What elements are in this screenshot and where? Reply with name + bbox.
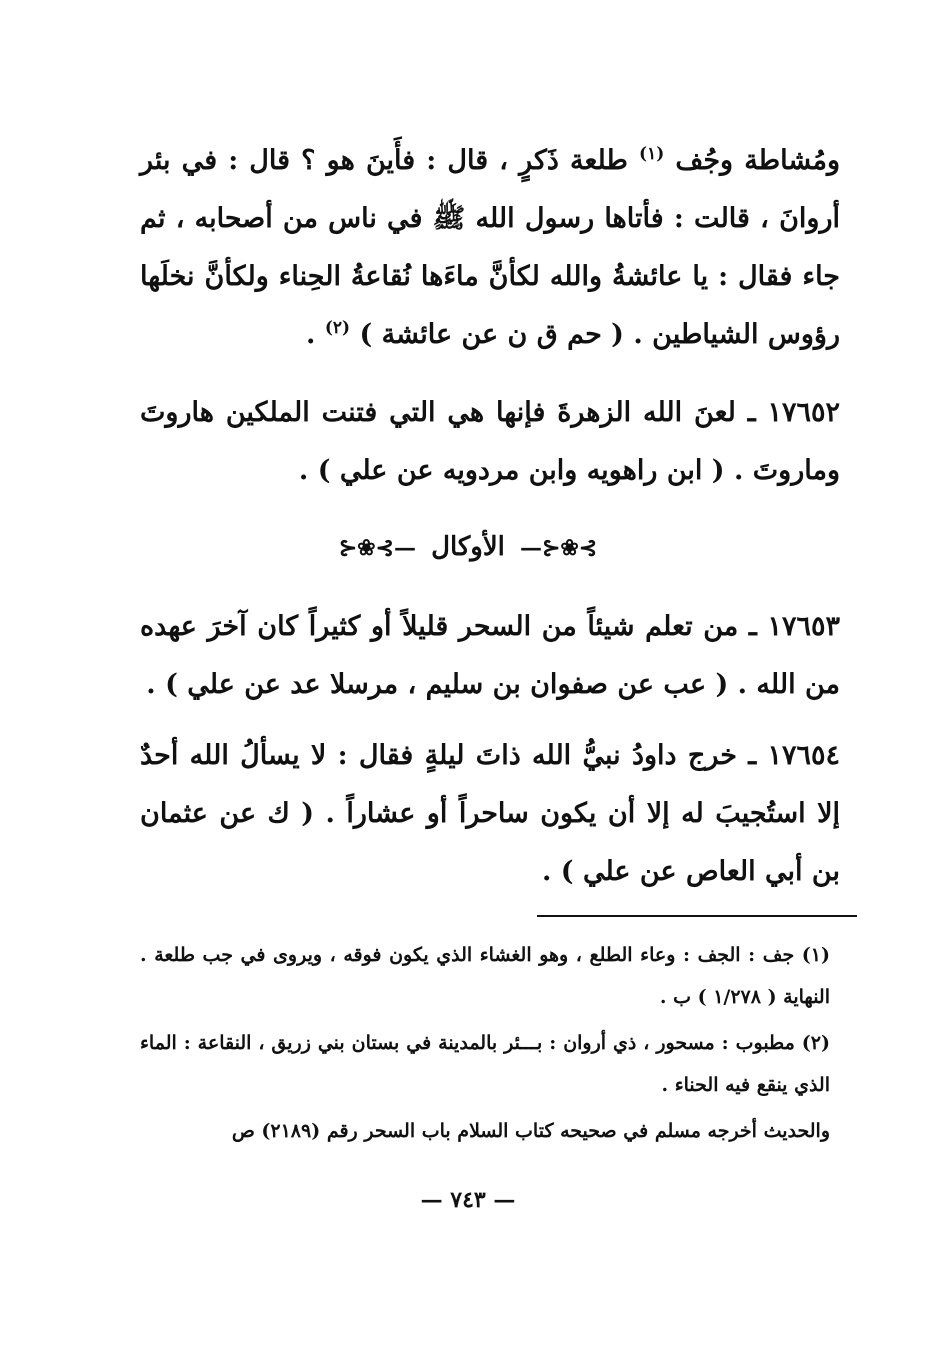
line-4a: ق ن عن عائشة ) [359,319,558,350]
hadith-number: ١٧٦٥٣ [767,611,841,642]
line-4b: . [306,319,316,350]
chapter-heading [0,524,936,571]
footnote-1 [140,934,830,1018]
hadith-number: ١٧٦٥٢ [767,397,840,428]
footnote-3 [140,1110,830,1152]
footnote-text: والحديث أخرجه مسلم في صحيحه كتاب السلام باب السحر رقم (٢١٨٩) ص [231,1120,830,1142]
footnote-text: جف : الجف : وعاء الطلع ، وهو الغشاء الذي يكون فوقه ، ويروى في جب طلعة . النهاية ( ١/٢٧٨ ) ب . [140,944,830,1008]
footnote-ref-2[interactable]: (٢) [324,318,351,338]
line-1b: طلعة ذَكرٍ ، قال : فأَينَ هو ؟ قال : في بئر أروانَ ، [140,145,840,234]
hadith-17652 [140,384,840,500]
line-1a: ومُشاطة وجُف [675,145,840,176]
footnote-marker: (١) [801,944,830,966]
page-number: — ٧٤٣ — [420,1187,516,1213]
line-3: والله لكأنَّ ماءَها نُقاعةُ الحِناء ولكأنَّ نخلَها رؤوس الشياطين . ( حم [140,261,840,350]
hadith-text: ـ خرج داودُ نبيُّ الله ذاتَ ليلةٍ فقال : لا يسألُ الله أحدٌ إلا استُجيبَ له إلا أن يكون ساحراً أو عشاراً . ( ك عن عثمان بن أبي العاص عن علي ) . [140,740,840,887]
hadith-17652-paragraph [140,384,840,500]
hadith-continuation-text [140,132,840,364]
chapter-title: الأوكال [431,532,505,562]
hadith-text: ـ لعنَ الله الزهرةَ فإنها هي التي فتنت الملكين هاروتَ وماروتَ . ( ابن راهويه وابن مردويه عن علي ) . [140,397,840,486]
hadith-continuation [140,132,840,364]
hadith-17654 [140,727,840,901]
hadith-number: ١٧٦٥٤ [767,740,840,771]
line-2: قالت : فأتاها رسول الله ﷺ في ناس من أصحابه ، ثم جاء فقال : يا عائشةُ [140,203,840,292]
hadith-17654-paragraph [140,727,840,901]
footnote-2 [140,1022,830,1106]
hadith-text: ـ من تعلم شيئاً من السحر قليلاً أو كثيراً كان آخرَ عهده من الله . ( عب عن صفوان بن سليم ، مرسلا عد عن علي ) . [140,611,840,700]
footnotes-section [140,934,830,1156]
footnote-divider [537,915,857,917]
hadith-17653-paragraph [140,598,840,714]
ornament-left-icon: —⊱❀⊰ [338,535,417,561]
hadith-17653 [140,598,840,714]
ornament-right-icon: ⊱❀⊰— [519,535,598,561]
footnote-text: مطبوب : مسحور ، ذي أروان : بـــئر بالمدينة في بستان بني زريق ، النقاعة : الماء الذي ينقع فيه الحناء . [140,1032,830,1096]
footnote-marker: (٢) [801,1032,830,1054]
footnote-ref-1[interactable]: (١) [639,144,665,164]
